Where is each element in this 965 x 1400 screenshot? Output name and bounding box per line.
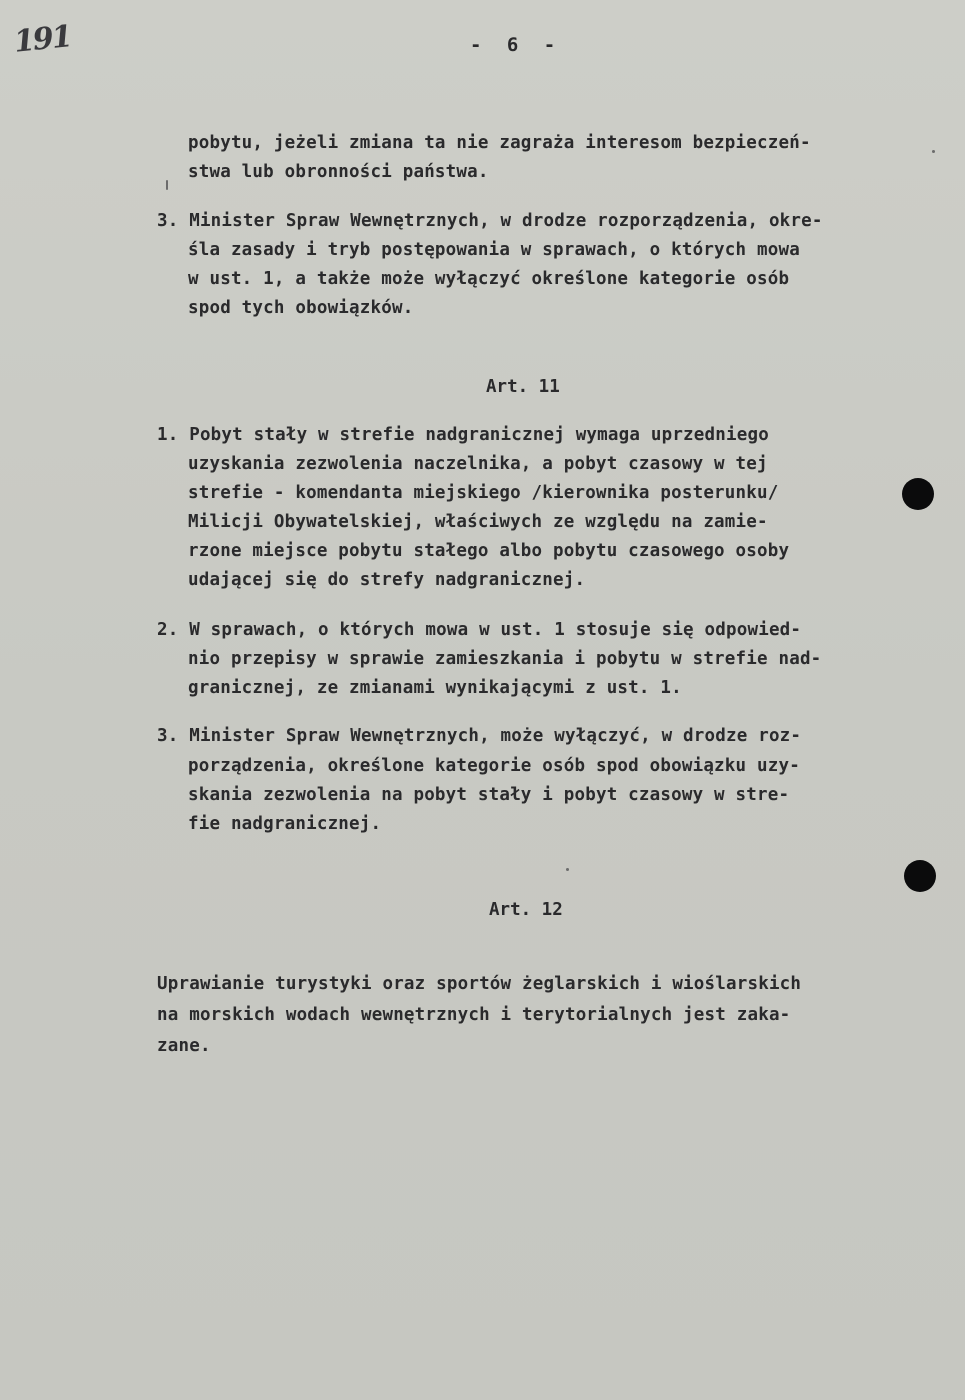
article-heading: Art. 12 — [489, 900, 563, 920]
text-line: udającej się do strefy nadgranicznej. — [188, 570, 586, 590]
text-line: nio przepisy w sprawie zamieszkania i pobytu w strefie nad- — [188, 649, 822, 669]
text-line: porządzenia, określone kategorie osób spod obowiązku uzy- — [188, 756, 800, 776]
text-line: zane. — [157, 1036, 211, 1056]
text-line: Milicji Obywatelskiej, właściwych ze względu na zamie- — [188, 512, 768, 532]
text-line: 2. W sprawach, o których mowa w ust. 1 stosuje się odpowied- — [157, 620, 802, 640]
punch-hole — [902, 478, 934, 510]
text-line: fie nadgranicznej. — [188, 814, 382, 834]
text-line: w ust. 1, a także może wyłączyć określone kategorie osób — [188, 269, 790, 289]
text-line: granicznej, ze zmianami wynikającymi z ust. 1. — [188, 678, 682, 698]
text-line: rzone miejsce pobytu stałego albo pobytu czasowego osoby — [188, 541, 790, 561]
text-line: strefie - komendanta miejskiego /kierownika posterunku/ — [188, 483, 779, 503]
text-line: 3. Minister Spraw Wewnętrznych, w drodze rozporządzenia, okre- — [157, 211, 823, 231]
text-line: skania zezwolenia na pobyt stały i pobyt czasowy w stre- — [188, 785, 790, 805]
article-heading: Art. 11 — [486, 377, 560, 397]
punch-hole — [904, 860, 936, 892]
text-line: 1. Pobyt stały w strefie nadgranicznej wymaga uprzedniego — [157, 425, 769, 445]
page-number: - 6 - — [470, 34, 556, 56]
text-line: Uprawianie turystyki oraz sportów żeglarskich i wioślarskich — [157, 974, 802, 994]
paper-speck — [566, 868, 569, 871]
paper-speck — [932, 150, 935, 153]
text-line: na morskich wodach wewnętrznych i terytorialnych jest zaka- — [157, 1005, 791, 1025]
text-line: uzyskania zezwolenia naczelnika, a pobyt czasowy w tej — [188, 454, 768, 474]
text-line: spod tych obowiązków. — [188, 298, 414, 318]
text-line: 3. Minister Spraw Wewnętrznych, może wyłączyć, w drodze roz- — [157, 726, 802, 746]
text-line: pobytu, jeżeli zmiana ta nie zagraża interesom bezpieczeń- — [188, 133, 811, 153]
text-line: stwa lub obronności państwa. — [188, 162, 489, 182]
text-line: śla zasady i tryb postępowania w sprawach, o których mowa — [188, 240, 800, 260]
paper-speck — [166, 180, 168, 190]
handwritten-page-number: 191 — [12, 19, 73, 60]
